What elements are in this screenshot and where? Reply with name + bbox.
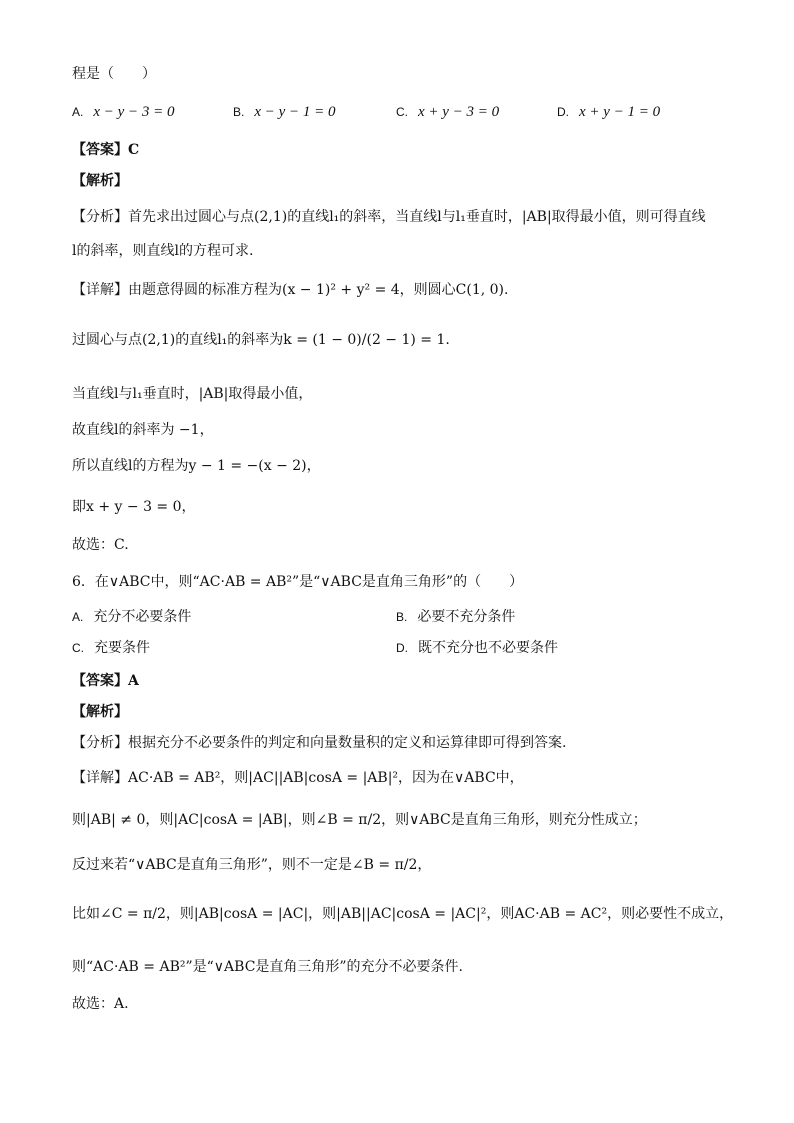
option-label: A. xyxy=(72,105,84,119)
q5-answer: 【答案】C xyxy=(72,142,140,158)
q6-analysis-line: 【分析】根据充分不必要条件的判定和向量数量积的定义和运算律即可得到答案. xyxy=(72,735,567,751)
q5-detail-line-6: 即x + y − 3 = 0， xyxy=(72,499,196,515)
q6-option-a[interactable] xyxy=(72,607,191,627)
option-label: B. xyxy=(396,610,408,624)
q5-analysis-line-2: l的斜率，则直线l的方程可求. xyxy=(72,243,254,259)
q5-analysis-heading: 【解析】 xyxy=(72,173,128,189)
option-text: 充分不必要条件 xyxy=(93,609,192,625)
option-text: x + y − 3 = 0 xyxy=(418,104,500,120)
option-text: 既不充分也不必要条件 xyxy=(418,640,558,656)
q6-option-d[interactable] xyxy=(396,638,558,658)
q6-choice: 故选：A. xyxy=(72,996,129,1012)
q6-detail-line-5: 则“AC·AB = AB²”是“∨ABC是直角三角形”的充分不必要条件. xyxy=(72,959,464,975)
q6-option-b[interactable] xyxy=(396,607,515,627)
q5-stem-tail: 程是（ ） xyxy=(72,66,156,82)
option-label: A. xyxy=(72,610,84,624)
q6-detail-line-4: 比如∠C = π/2，则|AB|cosA = |AC|，则|AB||AC|cosA = |AC|²，则AC·AB = AC²，则必要性不成立， xyxy=(72,906,734,922)
q5-detail-line-1: 【详解】由题意得圆的标准方程为(x − 1)² + y² = 4，则圆心C(1, 0). xyxy=(72,282,509,298)
q5-detail-line-4: 故直线l的斜率为 −1， xyxy=(72,422,214,438)
option-text: x − y − 3 = 0 xyxy=(93,104,175,120)
q5-analysis-line-1: 【分析】首先求出过圆心与点(2,1)的直线l₁的斜率，当直线l与l₁垂直时，|AB|取得最小值，则可得直线 xyxy=(72,209,706,225)
q6-detail-line-3: 反过来若“∨ABC是直角三角形”，则不一定是∠B = π/2， xyxy=(72,857,432,873)
option-label: D. xyxy=(557,105,569,119)
q5-option-a[interactable] xyxy=(72,102,175,122)
q6-answer: 【答案】A xyxy=(72,673,139,689)
q5-option-b[interactable] xyxy=(233,102,336,122)
q5-detail-line-3: 当直线l与l₁垂直时，|AB|取得最小值， xyxy=(72,386,313,402)
option-text: 必要不充分条件 xyxy=(417,609,516,625)
q6-analysis-heading: 【解析】 xyxy=(72,704,128,720)
option-label: C. xyxy=(396,105,408,119)
q5-detail-line-2: 过圆心与点(2,1)的直线l₁的斜率为k = (1 − 0)/(2 − 1) = 1. xyxy=(72,332,450,348)
option-text: x − y − 1 = 0 xyxy=(254,104,336,120)
q5-choice: 故选：C. xyxy=(72,537,129,553)
q6-detail-line-1: 【详解】AC·AB = AB²，则|AC||AB|cosA = |AB|²，因为在∨ABC中， xyxy=(72,770,524,786)
q5-option-d[interactable] xyxy=(557,102,660,122)
q5-option-c[interactable] xyxy=(396,102,499,122)
option-text: x + y − 1 = 0 xyxy=(579,104,661,120)
option-text: 充要条件 xyxy=(94,640,150,656)
q6-option-c[interactable] xyxy=(72,638,150,658)
option-label: C. xyxy=(72,641,84,655)
q6-detail-line-2: 则|AB| ≠ 0，则|AC|cosA = |AB|，则∠B = π/2，则∨ABC是直角三角形，则充分性成立； xyxy=(72,812,647,828)
q6-stem: 6．在∨ABC中，则“AC·AB = AB²”是“∨ABC是直角三角形”的（ ） xyxy=(72,574,524,590)
q5-detail-line-5: 所以直线l的方程为y − 1 = −(x − 2)， xyxy=(72,458,321,474)
option-label: D. xyxy=(396,641,408,655)
option-label: B. xyxy=(233,105,245,119)
